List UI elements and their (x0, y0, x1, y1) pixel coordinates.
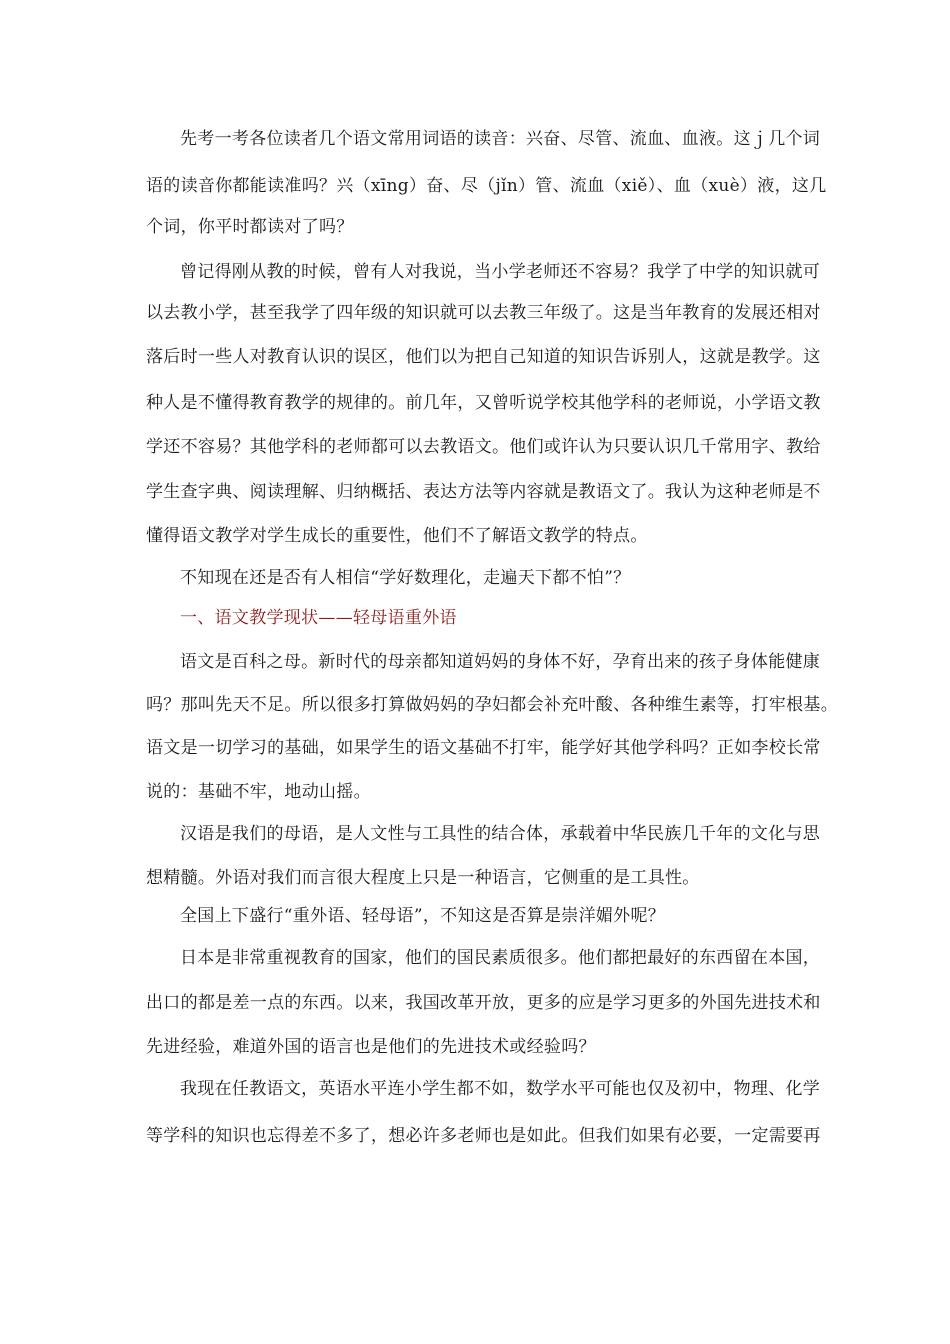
paragraph-line: 汉语是我们的母语，是人文性与工具性的结合体，承载着中华民族几千年的文化与思 (180, 824, 821, 844)
paragraph-line: 语文是百科之母。新时代的母亲都知道妈妈的身体不好，孕育出来的孩子身体能健康 (180, 652, 821, 672)
paragraph-line: 先进经验，难道外国的语言也是他们的先进技术或经验吗？ (146, 1037, 596, 1057)
paragraph-line: 全国上下盛行“重外语、轻母语”，不知这是否算是崇洋媚外呢？ (180, 906, 666, 926)
paragraph-line: 吗？那叫先天不足。所以很多打算做妈妈的孕妇都会补充叶酸、各种维生素等，打牢根基。 (146, 695, 838, 715)
paragraph-line: 语的读音你都能读准吗？兴（xīng）奋、尽（jǐn）管、流血（xiě）、血（xuè）液，这几 (146, 176, 827, 196)
paragraph-line: 等学科的知识也忘得差不多了，想必许多老师也是如此。但我们如果有必要，一定需要再 (146, 1126, 821, 1146)
paragraph-line: 我现在任教语文，英语水平连小学生都不如，数学水平可能也仅及初中，物理、化学 (180, 1079, 821, 1099)
paragraph-line: 说的：基础不牢，地动山摇。 (146, 782, 371, 802)
paragraph-line: 懂得语文教学对学生成长的重要性，他们不了解语文教学的特点。 (146, 526, 648, 546)
paragraph-line: 以去教小学，甚至我学了四年级的知识就可以去教三年级了。这是当年教育的发展还相对 (146, 303, 821, 323)
paragraph-line: 出口的都是差一点的东西。以来，我国改革开放，更多的应是学习更多的外国先进技术和 (146, 993, 821, 1013)
paragraph-line: 不知现在还是否有人相信“学好数理化，走遍天下都不怕”？ (180, 568, 631, 588)
section-heading: 一、语文教学现状——轻母语重外语 (180, 608, 457, 628)
paragraph-line: 曾记得刚从教的时候，曾有人对我说，当小学老师还不容易？我学了中学的知识就可 (180, 262, 821, 282)
paragraph-line: 学生查字典、阅读理解、归纳概括、表达方法等内容就是教语文了。我认为这种老师是不 (146, 482, 821, 502)
paragraph-line: 个词，你平时都读对了吗？ (146, 217, 354, 237)
paragraph-line: 先考一考各位读者几个语文常用词语的读音：兴奋、尽管、流血、血液。这ｊ几个词 (180, 129, 821, 149)
paragraph-line: 日本是非常重视教育的国家，他们的国民素质很多。他们都把最好的东西留在本国， (180, 948, 821, 968)
paragraph-line: 想精髓。外语对我们而言很大程度上只是一种语言，它侧重的是工具性。 (146, 868, 700, 888)
paragraph-line: 落后时一些人对教育认识的误区，他们以为把自己知道的知识告诉别人，这就是教学。这 (146, 347, 821, 367)
paragraph-line: 种人是不懂得教育教学的规律的。前几年，又曾听说学校其他学科的老师说，小学语文教 (146, 393, 821, 413)
paragraph-line: 语文是一切学习的基础，如果学生的语文基础不打牢，能学好其他学科吗？正如李校长常 (146, 738, 821, 758)
paragraph-line: 学还不容易？其他学科的老师都可以去教语文。他们或许认为只要认识几千常用字、教给 (146, 437, 821, 457)
